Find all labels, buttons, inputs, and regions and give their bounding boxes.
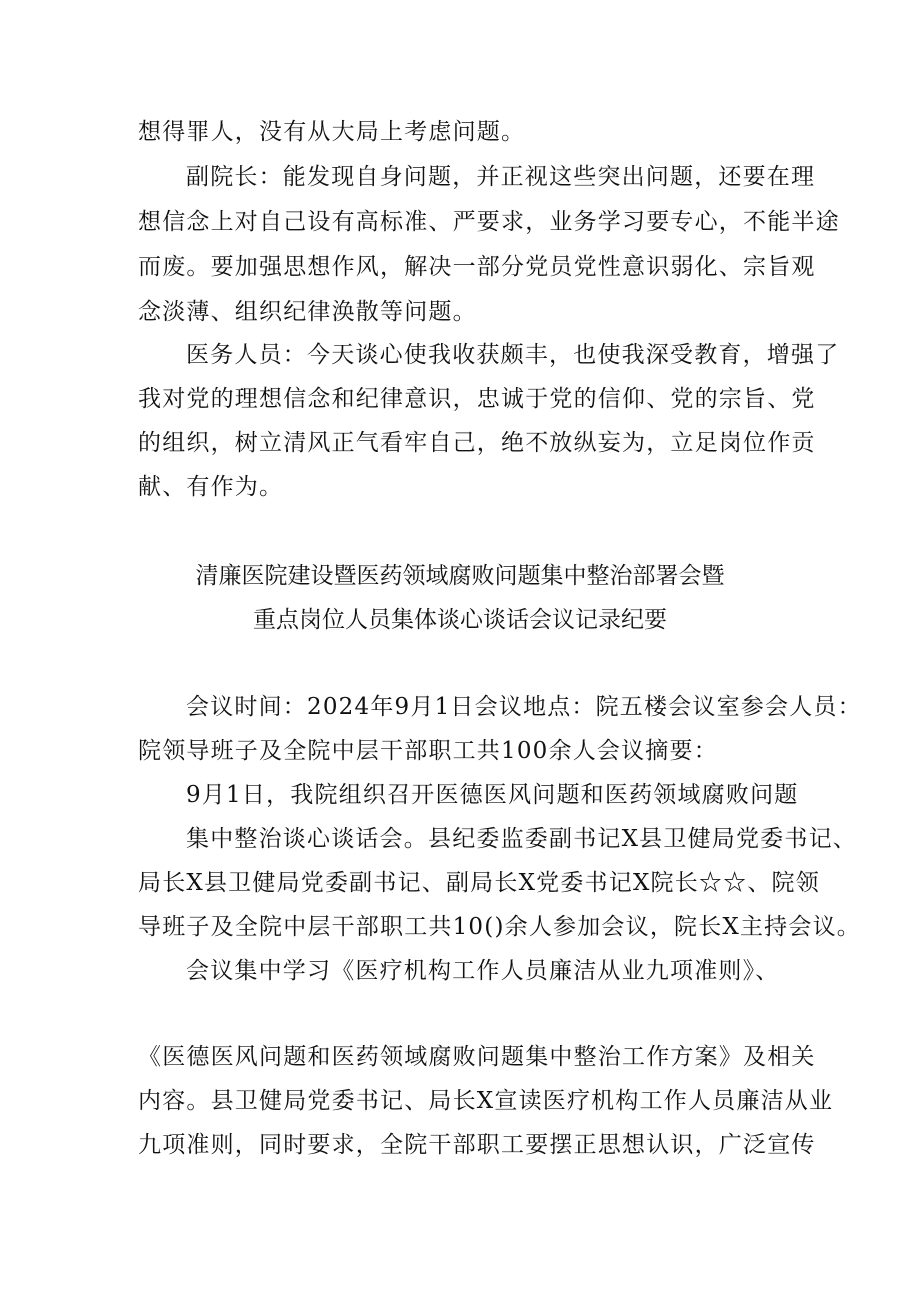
paragraph-line: 而废。要加强思想作风，解决一部分党员党性意识弱化、宗旨观 xyxy=(138,254,816,280)
paragraph-line: 9月1日，我院组织召开医德医风问题和医药领域腐败问题 xyxy=(186,782,799,808)
paragraph-line: 《医德医风问题和医药领域腐败问题集中整治工作方案》及相关 xyxy=(138,1044,816,1070)
paragraph-line: 副院长：能发现自身问题，并正视这些突出问题，还要在理 xyxy=(186,164,816,190)
paragraph-line: 集中整治谈心谈话会。县纪委监委副书记X县卫健局党委书记、 xyxy=(186,826,857,852)
paragraph-line: 的组织，树立清风正气看牢自己，绝不放纵妄为，立足岗位作贡 xyxy=(138,430,816,456)
paragraph-line: 医务人员：今天谈心使我收获颇丰，也使我深受教育，增强了 xyxy=(186,342,840,368)
document-title-line-2: 重点岗位人员集体谈心谈话会议记录纪要 xyxy=(253,607,667,633)
paragraph-line: 院领导班子及全院中层干部职工共100余人会议摘要： xyxy=(138,738,718,764)
paragraph-line: 内容。县卫健局党委书记、局长X宣读医疗机构工作人员廉洁从业 xyxy=(138,1088,834,1114)
paragraph-line: 我对党的理想信念和纪律意识，忠诚于党的信仰、党的宗旨、党 xyxy=(138,386,816,412)
paragraph-line: 导班子及全院中层干部职工共10()余人参加会议，院长X主持会议。 xyxy=(138,914,861,940)
paragraph-line: 念淡薄、组织纪律涣散等问题。 xyxy=(138,299,477,325)
paragraph-line: 想信念上对自己设有高标准、严要求，业务学习要专心，不能半途 xyxy=(138,209,840,235)
paragraph-line: 会议集中学习《医疗机构工作人员廉洁从业九项准则》、 xyxy=(186,958,780,984)
document-title-line-1: 清廉医院建设暨医药领域腐败问题集中整治部署会暨 xyxy=(195,563,725,589)
paragraph-line: 想得罪人，没有从大局上考虑问题。 xyxy=(138,119,526,145)
paragraph-line: 会议时间：2024年9月1日会议地点：院五楼会议室参会人员： xyxy=(186,694,862,720)
paragraph-line: 献、有作为。 xyxy=(138,474,284,500)
paragraph-line: 局长X县卫健局党委副书记、副局长X党委书记X院长☆☆、院领 xyxy=(138,870,820,896)
paragraph-line: 九项准则，同时要求，全院干部职工要摆正思想认识，广泛宣传 xyxy=(138,1132,816,1158)
